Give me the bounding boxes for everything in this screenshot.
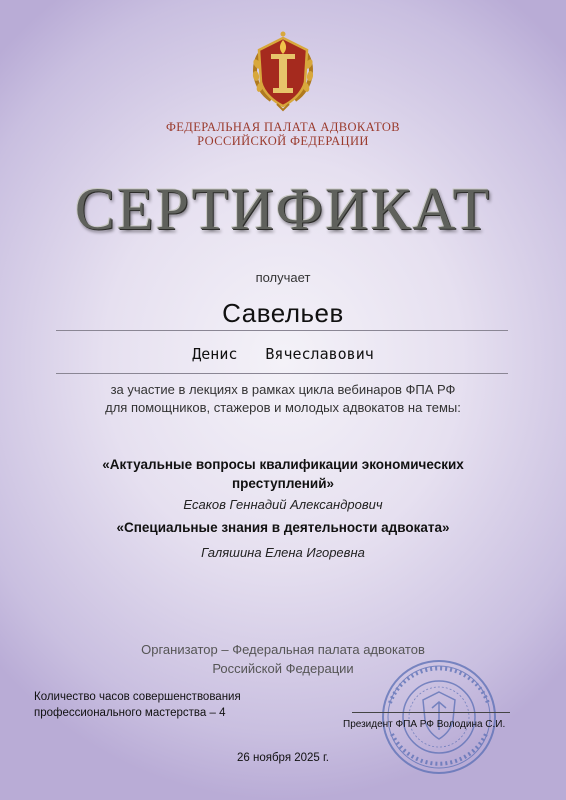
certificate-title: СЕРТИФИКАТ xyxy=(74,176,492,242)
organization-name xyxy=(0,120,566,148)
organizer-line1: Организатор – Федеральная палата адвокатов xyxy=(141,642,425,657)
hours-line1: Количество часов совершенствования xyxy=(34,691,241,703)
issue-date: 26 ноября 2025 г. xyxy=(237,752,329,764)
organization-name-line2: РОССИЙСКОЙ ФЕДЕРАЦИИ xyxy=(197,134,369,148)
recipient-surname: Савельев xyxy=(222,298,344,328)
participation-line2: для помощников, стажеров и молодых адвокатов на темы: xyxy=(105,400,461,415)
topic-lecturer-1: Есаков Геннадий Александрович xyxy=(183,497,383,512)
participation-line1: за участие в лекциях в рамках цикла вебинаров ФПА РФ xyxy=(110,382,456,397)
topic-lecturer-2: Галяшина Елена Игоревна xyxy=(201,545,365,560)
participation-text xyxy=(0,381,566,417)
signature-line xyxy=(352,712,510,713)
president-signature-label: Президент ФПА РФ Володина С.И. xyxy=(343,719,506,730)
recipient-patronymic: Вячеславович xyxy=(265,345,374,363)
topic-title-2: «Специальные знания в деятельности адвоката» xyxy=(116,520,450,535)
hours-text xyxy=(34,689,294,721)
given-names-underline xyxy=(56,373,508,374)
topic-title-1: «Актуальные вопросы квалификации экономических преступлений» xyxy=(102,457,464,491)
hours-line2: профессионального мастерства – 4 xyxy=(34,707,226,719)
surname-underline xyxy=(56,330,508,331)
receives-label: получает xyxy=(255,270,311,285)
recipient-first-name: Денис xyxy=(192,345,238,363)
organization-name-line1: ФЕДЕРАЛЬНАЯ ПАЛАТА АДВОКАТОВ xyxy=(165,120,401,134)
recipient-given-names xyxy=(0,345,566,363)
organizer-line2: Российской Федерации xyxy=(212,661,354,676)
fpa-emblem-logo xyxy=(247,30,319,112)
